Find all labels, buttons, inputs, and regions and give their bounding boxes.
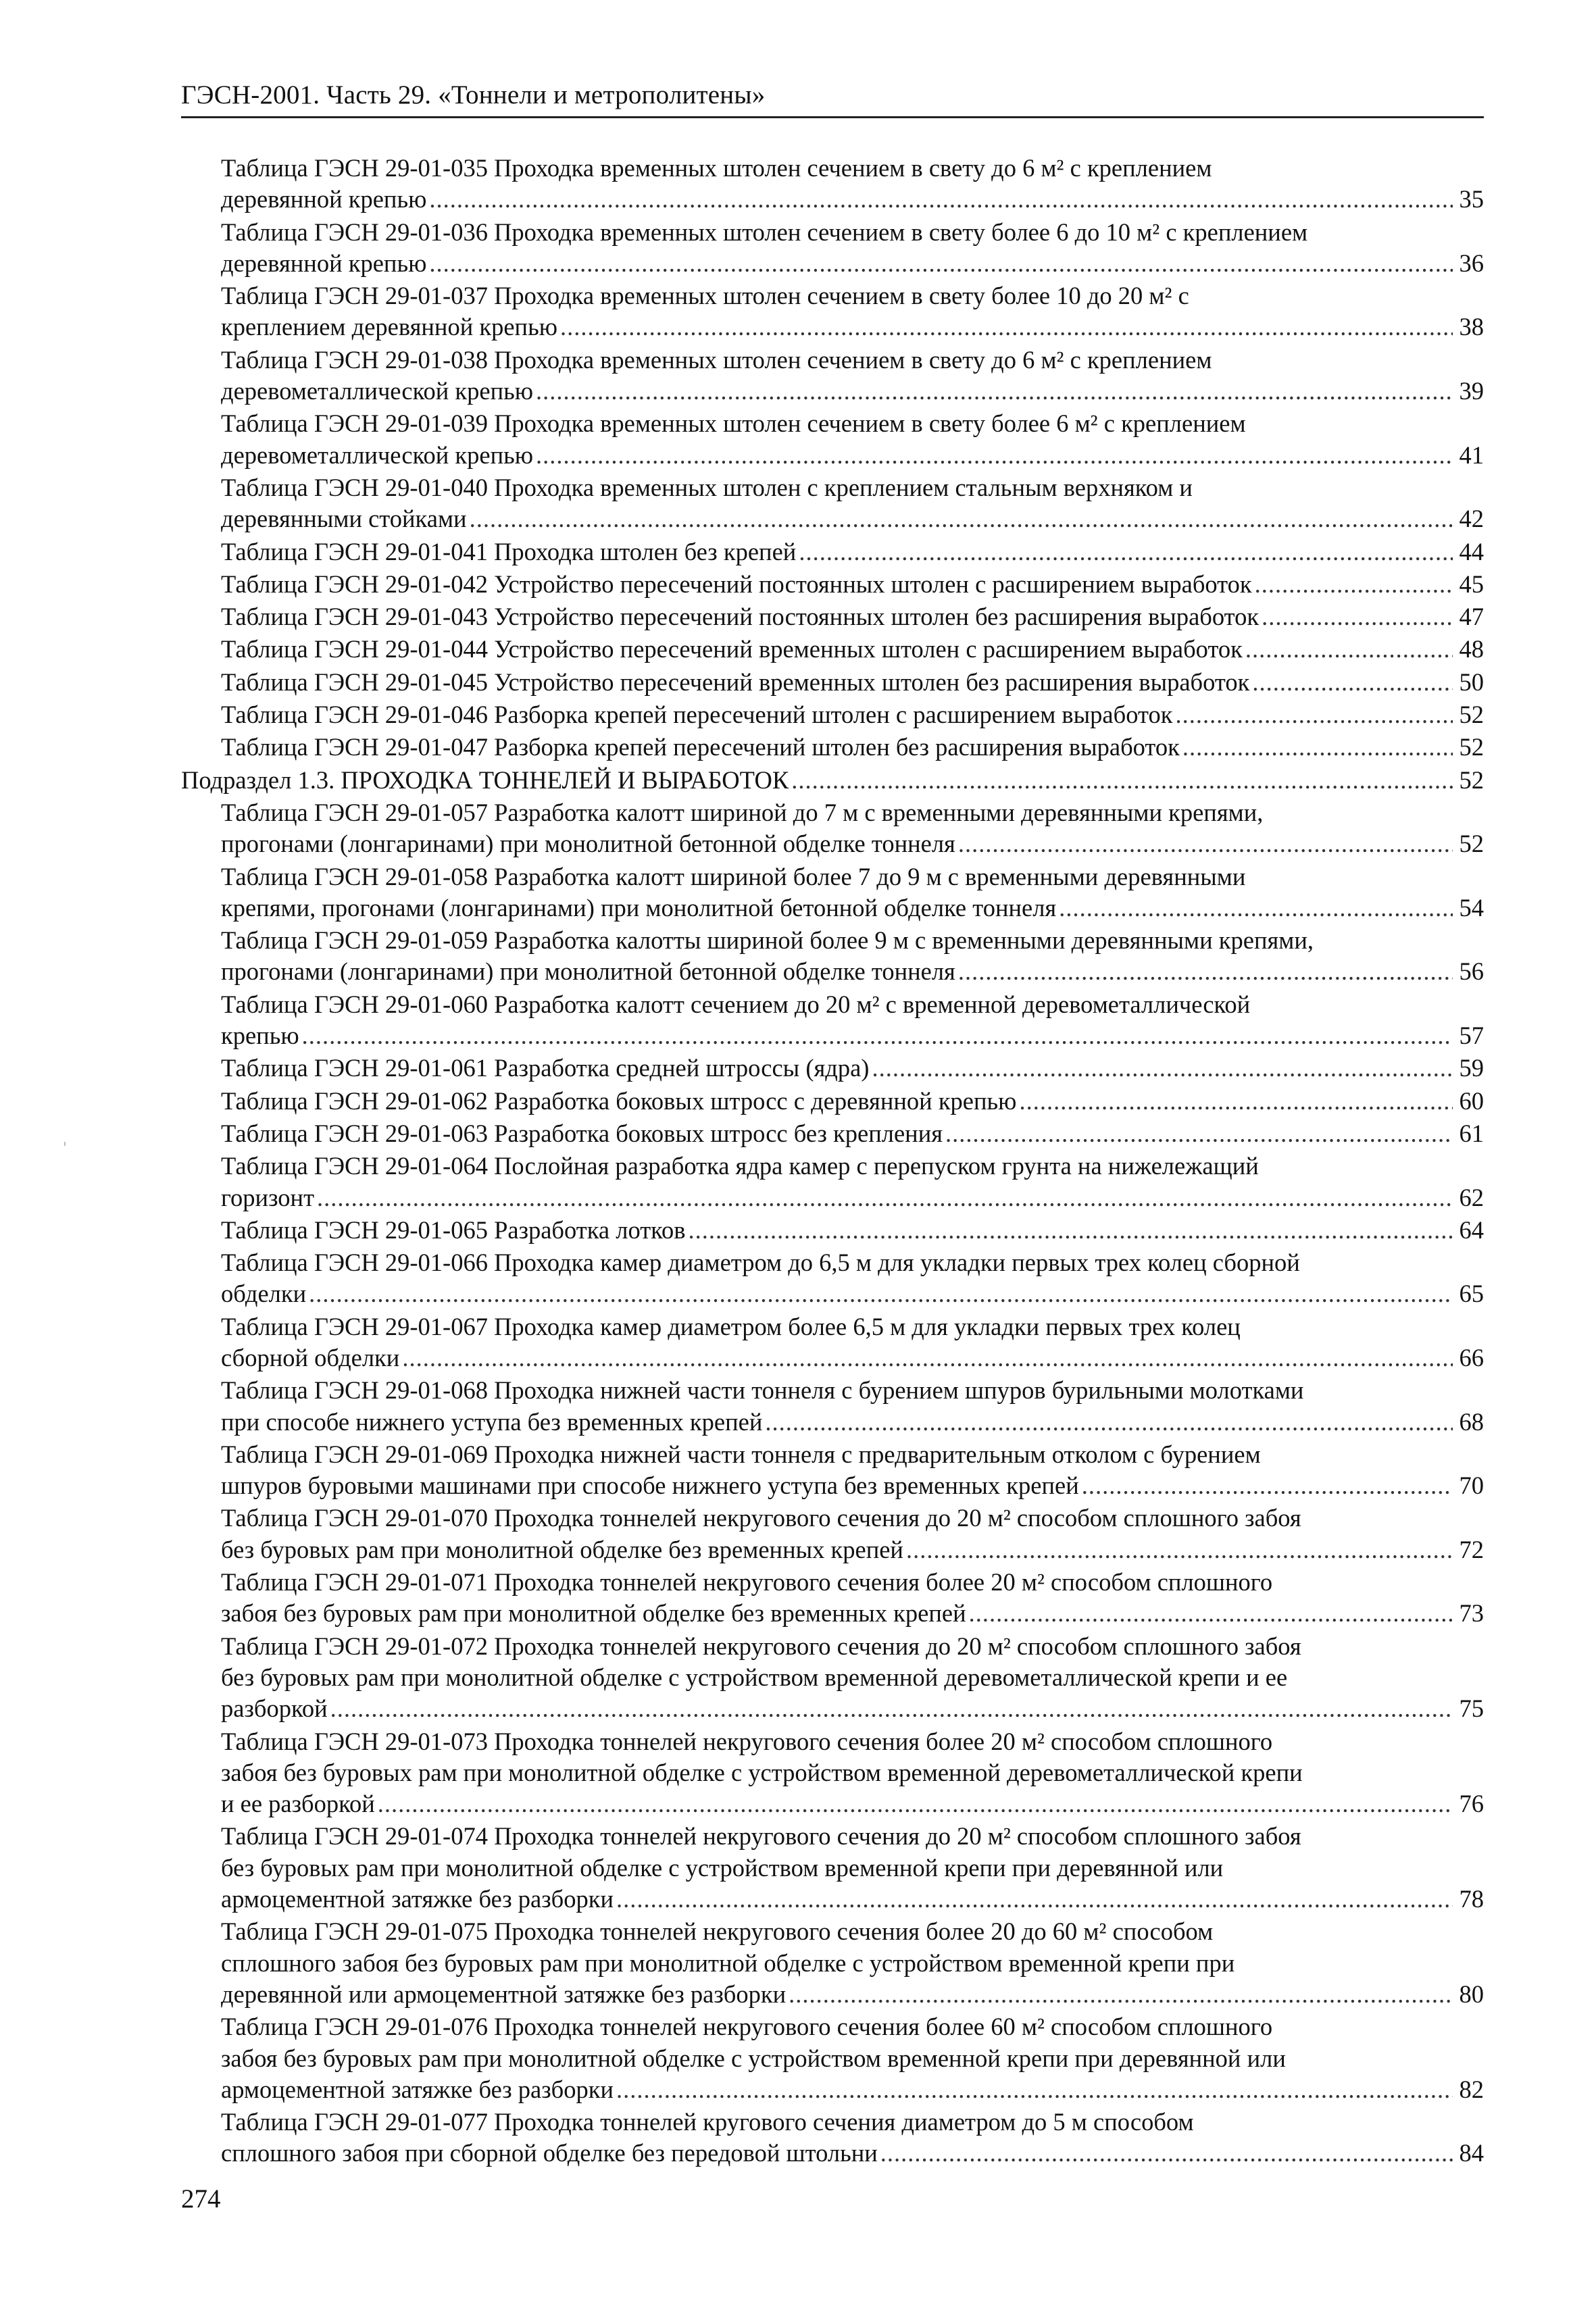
toc-entry-page: 78	[1459, 1885, 1484, 1913]
toc-entry-line: Таблица ГЭСН 29-01-075 Проходка тоннелей некругового сечения более 20 до 60 м² способом	[221, 1917, 1214, 1946]
dot-leader	[791, 765, 1453, 796]
dot-leader	[872, 1053, 1453, 1084]
toc-entry-line: при способе нижнего уступа без временных крепей	[221, 1407, 763, 1436]
dot-leader	[309, 1278, 1453, 1309]
toc-entry-line: Таблица ГЭСН 29-01-065 Разработка лотков	[221, 1215, 686, 1244]
toc-table-entry[interactable]	[181, 280, 1484, 343]
toc-entry-line: сборной обделки	[221, 1343, 400, 1372]
toc-entry-line: деревянной или армоцементной затяжке без разборки	[221, 1980, 787, 2008]
toc-entry-line: Таблица ГЭСН 29-01-057 Разработка калотт шириной до 7 м с временными деревянными крепями,	[221, 798, 1264, 826]
toc-entry-line: и ее разборкой	[221, 1790, 375, 1818]
toc-table-entry[interactable]	[181, 1311, 1484, 1374]
toc-entry-page: 72	[1459, 1535, 1484, 1563]
toc-entry-line: деревянными стойками	[221, 505, 467, 533]
page-number: 274	[181, 2184, 221, 2213]
toc-entry-page: 56	[1459, 957, 1484, 986]
toc-entry-line: Таблица ГЭСН 29-01-069 Проходка нижней части тоннеля с предварительным отколом с бурением	[221, 1440, 1261, 1468]
toc-table-entry[interactable]	[181, 1439, 1484, 1502]
toc-entry-page: 82	[1459, 2075, 1484, 2103]
toc-entry-page: 65	[1459, 1280, 1484, 1308]
toc-entry-line: Таблица ГЭСН 29-01-042 Устройство пересечений постоянных штолен с расширением выработок	[221, 570, 1252, 598]
toc-entry-line: сплошного забоя при сборной обделке без передовой штольни	[221, 2139, 878, 2167]
toc-table-entry[interactable]	[181, 1726, 1484, 1820]
toc-entry-page: 75	[1459, 1694, 1484, 1723]
toc-table-entry[interactable]	[181, 536, 1484, 568]
toc-entry-line: Таблица ГЭСН 29-01-043 Устройство пересечений постоянных штолен без расширения выработок	[221, 603, 1260, 631]
toc-entry-page: 59	[1459, 1054, 1484, 1082]
toc-entry-line: Подраздел 1.3. ПРОХОДКА ТОННЕЛЕЙ И ВЫРАБОТОК	[181, 765, 789, 794]
toc-entry-line: забоя без буровых рам при монолитной обделке без временных крепей	[221, 1599, 966, 1628]
toc-table-entry[interactable]	[181, 408, 1484, 471]
toc-entry-line: забоя без буровых рам при монолитной обделке с устройством временной деревометаллической крепи	[221, 1758, 1303, 1786]
toc-entry-page: 52	[1459, 733, 1484, 761]
header-rule	[181, 116, 1484, 118]
toc-entry-line: Таблица ГЭСН 29-01-059 Разработка калотты шириной более 9 м с временными деревянными крепями,	[221, 926, 1314, 955]
toc-entry-page: 38	[1459, 313, 1484, 341]
toc-entry-line: сплошного забоя без буровых рам при монолитной обделке с устройством временной крепи при	[221, 1948, 1235, 1977]
toc-entry-page: 35	[1459, 185, 1484, 213]
toc-entry-page: 47	[1459, 603, 1484, 631]
toc-table-entry[interactable]	[181, 601, 1484, 632]
toc-entry-line: крепью	[221, 1022, 299, 1050]
toc-table-entry[interactable]	[181, 925, 1484, 988]
table-of-contents	[181, 153, 1484, 2171]
toc-entry-page: 45	[1459, 570, 1484, 598]
toc-table-entry[interactable]	[181, 153, 1484, 216]
toc-entry-line: шпуров буровыми машинами при способе нижнего уступа без временных крепей	[221, 1472, 1079, 1500]
toc-table-entry[interactable]	[181, 1053, 1484, 1084]
dot-leader	[560, 311, 1453, 343]
toc-entry-line: Таблица ГЭСН 29-01-068 Проходка нижней части тоннеля с бурением шпуров бурильными молотками	[221, 1376, 1304, 1405]
toc-entry-line: забоя без буровых рам при монолитной обделке с устройством временной крепи при деревянной или	[221, 2044, 1286, 2072]
dot-leader	[765, 1407, 1453, 1438]
toc-entry-line: Таблица ГЭСН 29-01-045 Устройство пересечений временных штолен без расширения выработок	[221, 668, 1250, 696]
dot-leader	[969, 1598, 1453, 1629]
toc-entry-line: Таблица ГЭСН 29-01-039 Проходка временных штолен сечением в свету более 6 м² с креплением	[221, 409, 1246, 438]
toc-entry-line: Таблица ГЭСН 29-01-044 Устройство пересечений временных штолен с расширением выработок	[221, 635, 1243, 663]
toc-entry-page: 52	[1459, 701, 1484, 729]
dot-leader	[1262, 601, 1453, 632]
toc-table-entry[interactable]	[181, 861, 1484, 924]
toc-entry-page: 52	[1459, 830, 1484, 858]
toc-entry-line: деревянной крепью	[221, 185, 427, 213]
toc-entry-line: Таблица ГЭСН 29-01-070 Проходка тоннелей некругового сечения до 20 м² способом сплошного забоя	[221, 1504, 1301, 1532]
toc-table-entry[interactable]	[181, 1086, 1484, 1117]
toc-entry-line: крепями, прогонами (лонгаринами) при монолитной бетонной обделке тоннеля	[221, 893, 1057, 922]
toc-entry-page: 57	[1459, 1022, 1484, 1050]
toc-entry-page: 66	[1459, 1343, 1484, 1372]
toc-table-entry[interactable]	[181, 1567, 1484, 1630]
toc-entry-line: прогонами (лонгаринами) при монолитной бетонной обделке тоннеля	[221, 830, 955, 858]
toc-entry-page: 62	[1459, 1183, 1484, 1211]
toc-table-entry[interactable]	[181, 1151, 1484, 1213]
toc-table-entry[interactable]	[181, 1503, 1484, 1565]
toc-table-entry[interactable]	[181, 569, 1484, 600]
toc-entry-page: 76	[1459, 1790, 1484, 1818]
toc-entry-line: Таблица ГЭСН 29-01-074 Проходка тоннелей некругового сечения до 20 м² способом сплошного забоя	[221, 1822, 1301, 1851]
toc-entry-page: 73	[1459, 1599, 1484, 1628]
dot-leader	[1082, 1470, 1453, 1501]
toc-entry-line: Таблица ГЭСН 29-01-063 Разработка боковых штросс без крепления	[221, 1119, 943, 1147]
toc-entry-page: 84	[1459, 2139, 1484, 2167]
toc-entry-line: Таблица ГЭСН 29-01-036 Проходка временных штолен сечением в свету более 6 до 10 м² с креплением	[221, 218, 1308, 246]
dot-leader	[958, 956, 1453, 987]
toc-entry-line: Таблица ГЭСН 29-01-046 Разборка крепей пересечений штолен с расширением выработок	[221, 701, 1173, 729]
scan-artifact	[64, 1142, 66, 1146]
dot-leader	[330, 1693, 1453, 1724]
toc-entry-line: Таблица ГЭСН 29-01-040 Проходка временных штолен с креплением стальным верхняком и	[221, 473, 1193, 501]
toc-entry-line: армоцементной затяжке без разборки	[221, 1885, 614, 1913]
toc-entry-line: горизонт	[221, 1183, 315, 1211]
running-header: ГЭСН-2001. Часть 29. «Тоннели и метрополитены»	[181, 80, 766, 109]
toc-entry-page: 39	[1459, 377, 1484, 405]
toc-table-entry[interactable]	[181, 699, 1484, 730]
toc-entry-page: 60	[1459, 1086, 1484, 1115]
dot-leader	[429, 184, 1453, 215]
toc-entry-line: Таблица ГЭСН 29-01-047 Разборка крепей пересечений штолен без расширения выработок	[221, 733, 1180, 761]
toc-entry-line: Таблица ГЭСН 29-01-035 Проходка временных штолен сечением в свету до 6 м² с креплением	[221, 154, 1212, 182]
toc-table-entry[interactable]	[181, 1821, 1484, 1915]
toc-entry-line: обделки	[221, 1280, 307, 1308]
toc-entry-page: 61	[1459, 1119, 1484, 1147]
dot-leader	[1182, 732, 1453, 763]
toc-entry-line: деревометаллической крепью	[221, 377, 534, 405]
toc-entry-page: 68	[1459, 1407, 1484, 1436]
toc-entry-page: 50	[1459, 668, 1484, 696]
dot-leader	[470, 503, 1453, 534]
dot-leader	[1252, 667, 1453, 698]
toc-entry-line: армоцементной затяжке без разборки	[221, 2075, 614, 2103]
dot-leader	[1175, 699, 1453, 730]
toc-table-entry[interactable]	[181, 217, 1484, 280]
dot-leader	[302, 1020, 1453, 1051]
toc-table-entry[interactable]	[181, 989, 1484, 1052]
dot-leader	[429, 248, 1453, 279]
toc-entry-line: Таблица ГЭСН 29-01-067 Проходка камер диаметром более 6,5 м для укладки первых трех колец	[221, 1312, 1241, 1340]
toc-table-entry[interactable]	[181, 1215, 1484, 1246]
dot-leader	[536, 440, 1453, 471]
toc-table-entry[interactable]	[181, 2107, 1484, 2169]
dot-leader	[689, 1215, 1453, 1246]
toc-entry-page: 80	[1459, 1980, 1484, 2008]
toc-entry-line: без буровых рам при монолитной обделке с устройством временной крепи при деревянной или	[221, 1853, 1224, 1882]
toc-table-entry[interactable]	[181, 667, 1484, 698]
toc-table-entry[interactable]	[181, 732, 1484, 763]
toc-table-entry[interactable]	[181, 797, 1484, 860]
toc-entry-line: Таблица ГЭСН 29-01-064 Послойная разработка ядра камер с перепуском грунта на нижележащий	[221, 1152, 1259, 1180]
toc-entry-line: Таблица ГЭСН 29-01-041 Проходка штолен без крепей	[221, 537, 797, 565]
dot-leader	[906, 1534, 1453, 1565]
dot-leader	[1245, 634, 1453, 665]
toc-table-entry[interactable]	[181, 634, 1484, 665]
toc-entry-line: Таблица ГЭСН 29-01-060 Разработка калотт сечением до 20 м² с временной деревометаллической	[221, 990, 1251, 1018]
dot-leader	[1059, 892, 1453, 924]
dot-leader	[958, 828, 1453, 859]
toc-entry-line: Таблица ГЭСН 29-01-037 Проходка временных штолен сечением в свету более 10 до 20 м² с	[221, 282, 1189, 310]
toc-table-entry[interactable]	[181, 1375, 1484, 1438]
dot-leader	[1019, 1086, 1453, 1117]
toc-table-entry[interactable]	[181, 345, 1484, 407]
toc-entry-line: Таблица ГЭСН 29-01-072 Проходка тоннелей некругового сечения до 20 м² способом сплошного забоя	[221, 1632, 1301, 1660]
dot-leader	[616, 2074, 1453, 2105]
toc-entry-line: креплением деревянной крепью	[221, 313, 557, 341]
toc-entry-line: Таблица ГЭСН 29-01-061 Разработка средней штроссы (ядра)	[221, 1054, 870, 1082]
toc-entry-line: прогонами (лонгаринами) при монолитной бетонной обделке тоннеля	[221, 957, 955, 986]
toc-entry-line: Таблица ГЭСН 29-01-066 Проходка камер диаметром до 6,5 м для укладки первых трех колец сборной	[221, 1249, 1300, 1277]
toc-entry-line: Таблица ГЭСН 29-01-071 Проходка тоннелей некругового сечения более 20 м² способом сплошного	[221, 1568, 1273, 1596]
dot-leader	[378, 1788, 1453, 1819]
toc-entry-page: 48	[1459, 635, 1484, 663]
toc-entry-line: деревометаллической крепью	[221, 441, 534, 469]
toc-entry-page: 41	[1459, 441, 1484, 469]
toc-table-entry[interactable]	[181, 1247, 1484, 1310]
toc-table-entry[interactable]	[181, 472, 1484, 535]
dot-leader	[1255, 569, 1453, 600]
dot-leader	[799, 536, 1453, 568]
toc-entry-line: Таблица ГЭСН 29-01-076 Проходка тоннелей некругового сечения более 60 м² способом сплошного	[221, 2013, 1273, 2041]
toc-table-entry[interactable]	[181, 2011, 1484, 2105]
toc-table-entry[interactable]	[181, 1118, 1484, 1149]
dot-leader	[789, 1979, 1453, 2010]
toc-entry-line: Таблица ГЭСН 29-01-077 Проходка тоннелей кругового сечения диаметром до 5 м способом	[221, 2108, 1194, 2136]
toc-entry-page: 70	[1459, 1472, 1484, 1500]
toc-entry-line: разборкой	[221, 1694, 328, 1723]
toc-entry-line: без буровых рам при монолитной обделке без временных крепей	[221, 1535, 903, 1563]
toc-entry-line: Таблица ГЭСН 29-01-038 Проходка временных штолен сечением в свету до 6 м² с креплением	[221, 345, 1212, 374]
dot-leader	[536, 376, 1453, 407]
toc-entry-page: 52	[1459, 765, 1484, 794]
toc-entry-line: Таблица ГЭСН 29-01-062 Разработка боковых штросс с деревянной крепью	[221, 1086, 1017, 1115]
toc-entry-page: 64	[1459, 1215, 1484, 1244]
dot-leader	[880, 2138, 1453, 2169]
toc-entry-page: 44	[1459, 537, 1484, 565]
dot-leader	[945, 1118, 1453, 1149]
toc-entry-line: деревянной крепью	[221, 249, 427, 277]
toc-entry-line: без буровых рам при монолитной обделке с устройством временной деревометаллической крепи и ее	[221, 1663, 1288, 1691]
dot-leader	[317, 1182, 1453, 1213]
toc-entry-line: Таблица ГЭСН 29-01-073 Проходка тоннелей некругового сечения более 20 м² способом сплошного	[221, 1727, 1273, 1755]
toc-table-entry[interactable]	[181, 1916, 1484, 2010]
toc-subsection-entry[interactable]	[181, 765, 1484, 796]
toc-table-entry[interactable]	[181, 1631, 1484, 1725]
toc-entry-page: 54	[1459, 893, 1484, 922]
toc-entry-page: 36	[1459, 249, 1484, 277]
dot-leader	[616, 1884, 1453, 1915]
dot-leader	[402, 1342, 1453, 1374]
toc-entry-page: 42	[1459, 505, 1484, 533]
toc-entry-line: Таблица ГЭСН 29-01-058 Разработка калотт шириной более 7 до 9 м с временными деревянными	[221, 862, 1246, 890]
